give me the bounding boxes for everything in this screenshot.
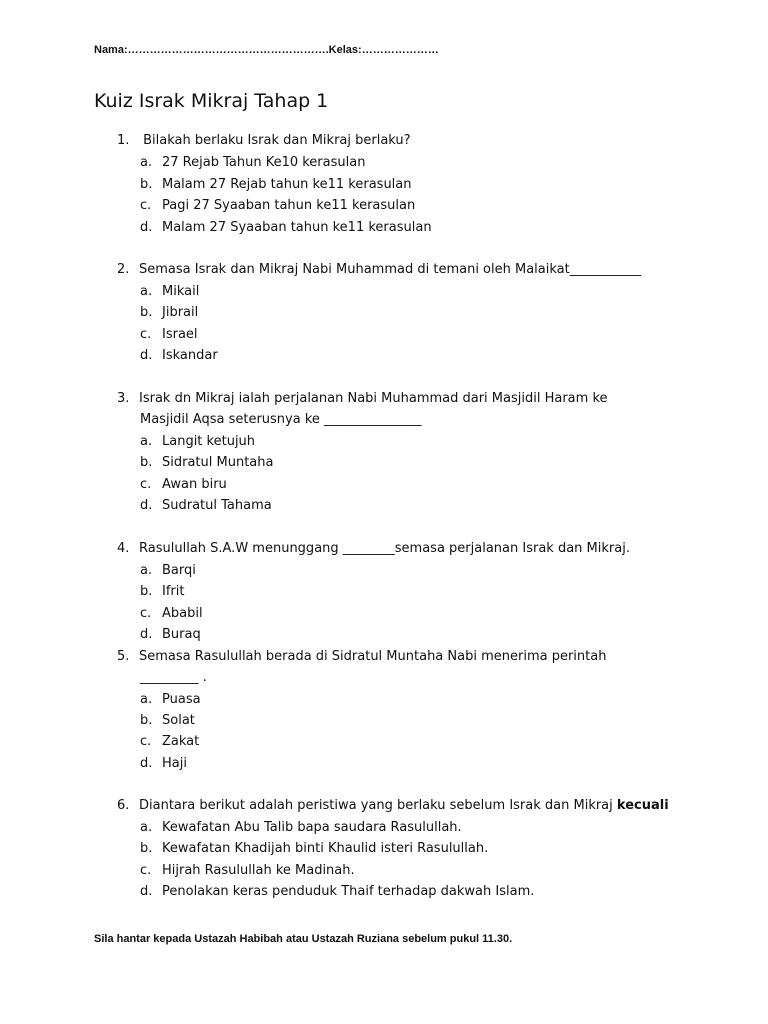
question-text: Diantara berikut adalah peristiwa yang berlaku sebelum Israk dan Mikraj xyxy=(139,798,617,813)
option-label: d. xyxy=(140,756,153,771)
option-3b xyxy=(140,455,273,470)
question-5 xyxy=(117,649,606,664)
option-text: Zakat xyxy=(162,734,200,749)
submission-note: Sila hantar kepada Ustazah Habibah atau Ustazah Ruziana sebelum pukul 11.30. xyxy=(94,933,513,945)
option-text: Jibrail xyxy=(162,305,199,320)
question-2 xyxy=(117,262,641,277)
option-text: Malam 27 Rejab tahun ke11 kerasulan xyxy=(162,177,412,192)
option-label: a. xyxy=(140,155,153,170)
option-text: Ifrit xyxy=(162,584,185,599)
option-1c xyxy=(140,198,415,213)
option-2b xyxy=(140,305,198,320)
option-text: Kewafatan Khadijah binti Khaulid isteri Rasulullah. xyxy=(162,841,489,856)
question-text: Semasa Rasulullah berada di Sidratul Muntaha Nabi menerima perintah xyxy=(139,649,607,664)
option-label: b. xyxy=(140,841,153,856)
option-5c xyxy=(140,734,199,749)
question-number: 5. xyxy=(117,649,130,664)
option-5d xyxy=(140,756,187,771)
quiz-title: Kuiz Israk Mikraj Tahap 1 xyxy=(94,90,329,112)
option-3a xyxy=(140,434,255,449)
option-text: Buraq xyxy=(162,627,201,642)
question-1 xyxy=(117,133,411,148)
option-text: Penolakan keras penduduk Thaif terhadap dakwah Islam. xyxy=(162,884,535,899)
question-number: 6. xyxy=(117,798,130,813)
option-text: Kewafatan Abu Talib bapa saudara Rasulullah. xyxy=(162,820,462,835)
option-6b xyxy=(140,841,488,856)
option-text: Ababil xyxy=(162,606,203,621)
question-number: 1. xyxy=(117,133,130,148)
option-3d xyxy=(140,498,272,513)
option-2d xyxy=(140,348,218,363)
option-text: Puasa xyxy=(162,692,201,707)
option-label: b. xyxy=(140,584,153,599)
question-6 xyxy=(117,798,669,813)
question-number: 3. xyxy=(117,391,130,406)
option-5b xyxy=(140,713,195,728)
option-label: a. xyxy=(140,563,153,578)
question-text: Rasulullah S.A.W menunggang ________semasa perjalanan Israk dan Mikraj. xyxy=(139,541,630,556)
option-text: Awan biru xyxy=(162,477,227,492)
question-3 xyxy=(117,391,608,406)
option-4b xyxy=(140,584,184,599)
option-label: b. xyxy=(140,713,153,728)
option-label: d. xyxy=(140,348,153,363)
question-text: Bilakah berlaku Israk dan Mikraj berlaku? xyxy=(139,133,411,148)
option-label: b. xyxy=(140,177,153,192)
option-label: c. xyxy=(140,198,152,213)
option-6a xyxy=(140,820,462,835)
option-2c xyxy=(140,327,198,342)
option-text: Langit ketujuh xyxy=(162,434,256,449)
option-label: d. xyxy=(140,220,153,235)
question-number: 2. xyxy=(117,262,130,277)
option-label: b. xyxy=(140,305,153,320)
option-text: Haji xyxy=(162,756,187,771)
option-label: c. xyxy=(140,734,152,749)
option-text: Sidratul Muntaha xyxy=(162,455,274,470)
option-label: c. xyxy=(140,477,152,492)
name-class-line: Nama:……………………………………………….Kelas:………………… xyxy=(94,44,439,56)
option-text: Iskandar xyxy=(162,348,218,363)
option-text: Barqi xyxy=(162,563,196,578)
option-label: d. xyxy=(140,627,153,642)
question-text: Semasa Israk dan Mikraj Nabi Muhammad di temani oleh Malaikat___________ xyxy=(139,262,642,277)
option-label: a. xyxy=(140,692,153,707)
option-text: Hijrah Rasulullah ke Madinah. xyxy=(162,863,355,878)
option-label: b. xyxy=(140,455,153,470)
option-4d xyxy=(140,627,201,642)
option-4c xyxy=(140,606,203,621)
option-text: Mikail xyxy=(162,284,200,299)
option-label: d. xyxy=(140,884,153,899)
question-number: 4. xyxy=(117,541,130,556)
question-5-continuation: _________ . xyxy=(140,670,207,685)
option-text: Sudratul Tahama xyxy=(162,498,272,513)
question-3-continuation: Masjidil Aqsa seterusnya ke _______________ xyxy=(140,412,422,427)
option-text: Pagi 27 Syaaban tahun ke11 kerasulan xyxy=(162,198,416,213)
option-6d xyxy=(140,884,534,899)
question-4 xyxy=(117,541,630,556)
question-emphasis: kecuali xyxy=(616,798,669,813)
option-label: c. xyxy=(140,327,152,342)
option-1b xyxy=(140,177,412,192)
option-text: 27 Rejab Tahun Ke10 kerasulan xyxy=(162,155,366,170)
option-text: Malam 27 Syaaban tahun ke11 kerasulan xyxy=(162,220,432,235)
option-label: a. xyxy=(140,820,153,835)
option-1a xyxy=(140,155,365,170)
option-text: Israel xyxy=(162,327,198,342)
option-label: c. xyxy=(140,606,152,621)
option-4a xyxy=(140,563,196,578)
option-6c xyxy=(140,863,355,878)
option-3c xyxy=(140,477,227,492)
option-label: d. xyxy=(140,498,153,513)
option-2a xyxy=(140,284,199,299)
option-1d xyxy=(140,220,432,235)
question-text: Israk dn Mikraj ialah perjalanan Nabi Muhammad dari Masjidil Haram ke xyxy=(139,391,608,406)
option-5a xyxy=(140,692,201,707)
option-label: c. xyxy=(140,863,152,878)
option-label: a. xyxy=(140,284,153,299)
option-text: Solat xyxy=(162,713,195,728)
option-label: a. xyxy=(140,434,153,449)
